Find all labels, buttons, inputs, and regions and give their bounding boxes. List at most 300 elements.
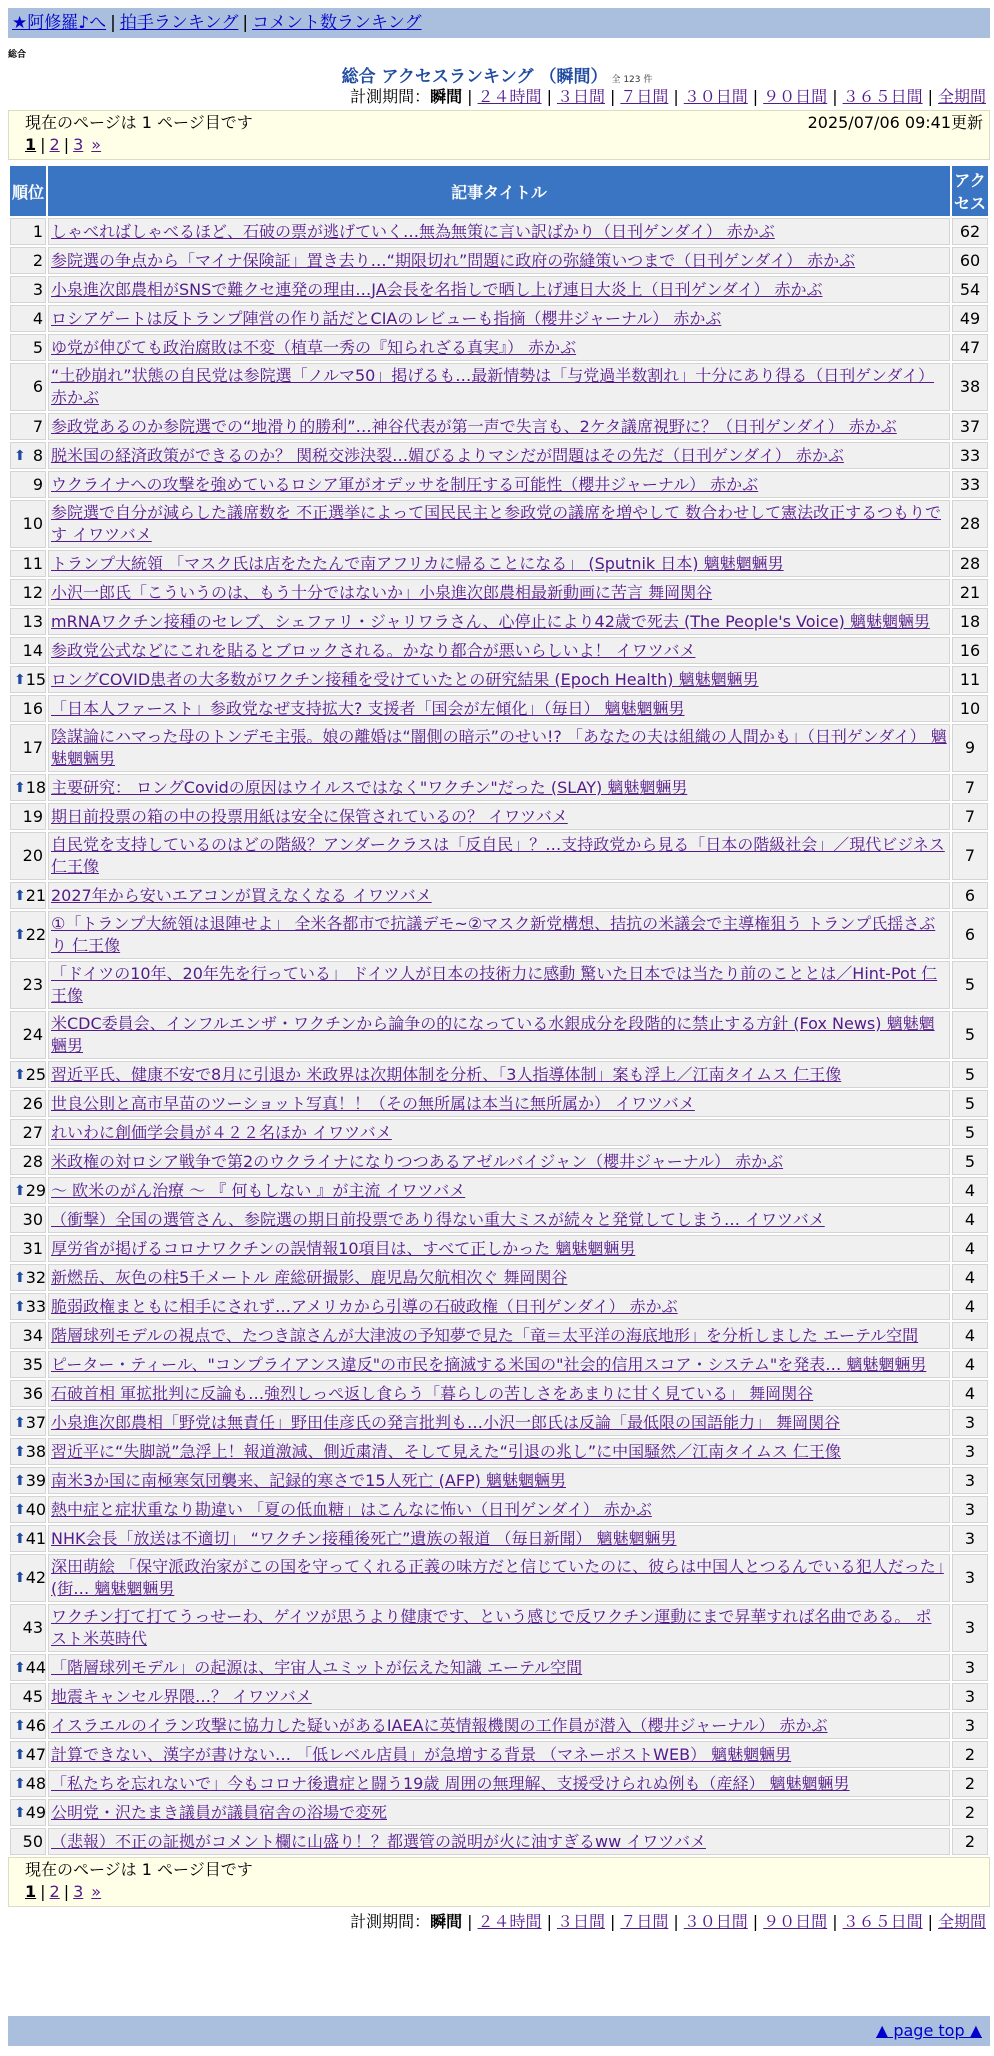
period-link[interactable]: ７日間 — [620, 87, 669, 106]
title-cell — [48, 1351, 950, 1378]
rank-cell — [10, 1119, 46, 1146]
article-link[interactable]: 米CDC委員会、インフルエンザ・ワクチンから論争の的になっている水銀成分を段階的に禁止する方針 (Fox News) 魑魅魍魎男 — [51, 1014, 935, 1055]
table-row — [10, 1061, 988, 1088]
article-link[interactable]: 公明党・沢たまき議員が議員宿舎の浴場で変死 — [51, 1802, 388, 1822]
rank-cell — [10, 579, 46, 606]
rank-number: 32 — [25, 1267, 47, 1287]
period-link[interactable]: 全期間 — [937, 87, 986, 106]
access-count: 3 — [952, 1525, 988, 1552]
rank-up-arrow-icon: ⬆ — [14, 671, 26, 688]
article-link[interactable]: トランプ大統領 「マスク氏は店をたたんで南アフリカに帰ることになる」 (Sputnik 日本) 魑魅魍魎男 — [51, 553, 784, 573]
access-count: 60 — [952, 247, 988, 274]
article-link[interactable]: ワクチン打て打てうっせーわ、ゲイツが思うより健康です、という感じで反ワクチン運動にまで昇華すれば名曲である。 ポスト米英時代 — [51, 1607, 932, 1648]
title-cell — [48, 1828, 950, 1855]
period-current: 瞬間 — [430, 1912, 463, 1931]
rank-up-arrow-icon: ⬆ — [14, 1066, 26, 1083]
pagination-bottom — [25, 1881, 973, 1903]
access-count: 7 — [952, 803, 988, 830]
rank-number: 10 — [22, 514, 43, 533]
article-link[interactable]: 小泉進次郎農相がSNSで難クセ連発の理由…JA会長を名指しで晒し上げ連日大炎上（日刊ゲンダイ） 赤かぶ — [51, 279, 823, 299]
access-count: 37 — [952, 413, 988, 440]
page-link[interactable]: 3 — [73, 135, 84, 154]
rank-cell — [10, 1438, 46, 1465]
rank-up-arrow-icon: ⬆ — [14, 1182, 26, 1199]
access-count: 5 — [952, 1148, 988, 1175]
article-link[interactable]: 脱米国の経済政策ができるのか？ 関税交渉決裂…媚びるよりマシだが問題はその先だ（日刊ゲンダイ） 赤かぶ — [51, 445, 844, 465]
rank-cell — [10, 1799, 46, 1826]
rank-cell — [10, 637, 46, 664]
rank-up-arrow-icon: ⬆ — [14, 1775, 26, 1792]
rank-number: 50 — [22, 1831, 43, 1851]
rank-cell — [10, 1351, 46, 1378]
access-count: 4 — [952, 1206, 988, 1233]
article-link[interactable]: 〜 欧米のがん治療 〜 『 何もしない 』が主流 イワツバメ — [51, 1180, 466, 1200]
title-cell — [48, 413, 950, 440]
table-row — [10, 1177, 988, 1204]
table-row — [10, 666, 988, 693]
rank-cell — [10, 1177, 46, 1204]
rank-cell — [10, 1770, 46, 1797]
rank-number: 7 — [32, 416, 43, 436]
rank-up-arrow-icon: ⬆ — [14, 779, 26, 796]
article-link[interactable]: 新燃岳、灰色の柱5千メートル 産総研撮影、鹿児島欠航相次ぐ 舞岡関谷 — [51, 1267, 568, 1287]
table-row — [10, 637, 988, 664]
article-link[interactable]: 地震キャンセル界隈…？ イワツバメ — [51, 1686, 312, 1706]
title-cell — [48, 1683, 950, 1710]
rank-number: 18 — [25, 777, 47, 797]
article-link[interactable]: ウクライナへの攻撃を強めているロシア軍がオデッサを制圧する可能性（櫻井ジャーナル） 赤かぶ — [51, 474, 759, 494]
rank-cell — [10, 911, 46, 959]
period-separator: | — [832, 1912, 838, 1931]
title-cell — [48, 1206, 950, 1233]
rank-number: 49 — [25, 1802, 47, 1822]
access-count: 21 — [952, 579, 988, 606]
article-link[interactable]: 計算できない、漢字が書けない… 「低レベル店員」が急増する背景 （マネーポストWEB） 魑魅魍魎男 — [51, 1744, 792, 1764]
period-link[interactable]: 全期間 — [937, 1912, 986, 1931]
table-row — [10, 413, 988, 440]
table-row — [10, 1741, 988, 1768]
access-count: 5 — [952, 1011, 988, 1059]
rank-cell — [10, 1525, 46, 1552]
table-row — [10, 1119, 988, 1146]
title-cell — [48, 1061, 950, 1088]
title-cell — [48, 1496, 950, 1523]
period-link[interactable]: ３０日間 — [683, 87, 748, 106]
rank-cell — [10, 1409, 46, 1436]
title-cell — [48, 724, 950, 772]
table-row — [10, 1683, 988, 1710]
access-count: 3 — [952, 1438, 988, 1465]
rank-number: 17 — [22, 738, 43, 757]
title-cell — [48, 1654, 950, 1681]
table-row — [10, 334, 988, 361]
rank-cell — [10, 803, 46, 830]
rank-cell — [10, 1235, 46, 1262]
rank-number: 13 — [22, 611, 43, 631]
article-link[interactable]: 習近平氏、健康不安で8月に引退か 米政界は次期体制を分析、「3人指導体制」案も浮上／江南タイムス 仁王像 — [51, 1064, 842, 1084]
page-top-link[interactable]: ▲ page top ▲ — [875, 2021, 982, 2040]
title-cell — [48, 1770, 950, 1797]
title-cell — [48, 1011, 950, 1059]
table-row — [10, 1799, 988, 1826]
rank-cell — [10, 1293, 46, 1320]
rank-number: 8 — [32, 445, 43, 465]
article-link[interactable]: 階層球列モデルの視点で、たつき諒さんが大津波の予知夢で見た「竜＝太平洋の海底地形」を分析しました エーテル空間 — [51, 1325, 919, 1345]
table-row — [10, 1409, 988, 1436]
article-link[interactable]: ゆ党が伸びても政治腐敗は不変（植草一秀の『知られざる真実』） 赤かぶ — [51, 337, 577, 357]
article-link[interactable]: 南米3か国に南極寒気団襲来、記録的寒さで15人死亡 (AFP) 魑魅魍魎男 — [51, 1470, 566, 1490]
table-row — [10, 1380, 988, 1407]
table-row — [10, 1235, 988, 1262]
rank-number: 41 — [25, 1528, 47, 1548]
page-next-link[interactable]: » — [91, 1882, 102, 1901]
access-count: 3 — [952, 1409, 988, 1436]
article-link[interactable]: 小泉進次郎農相「野党は無責任」野田佳彦氏の発言批判も…小沢一郎氏は反論「最低限の国語能力」 舞岡関谷 — [51, 1412, 841, 1432]
rank-cell — [10, 442, 46, 469]
article-link[interactable]: しゃべればしゃべるほど、石破の票が逃げていく…無為無策に言い訳ばかり（日刊ゲンダイ） 赤かぶ — [51, 221, 775, 241]
table-row — [10, 1264, 988, 1291]
page-link-current[interactable]: 1 — [25, 135, 37, 154]
table-row — [10, 218, 988, 245]
access-count: 54 — [952, 276, 988, 303]
article-link[interactable]: イスラエルのイラン攻撃に協力した疑いがあるIAEAに英情報機関の工作員が潜入（櫻井ジャーナル） 赤かぶ — [51, 1715, 828, 1735]
rank-cell — [10, 774, 46, 801]
rank-cell — [10, 724, 46, 772]
title-cell — [48, 1293, 950, 1320]
title-cell — [48, 911, 950, 959]
rank-column-header: 順位 — [10, 166, 46, 216]
access-count: 3 — [952, 1496, 988, 1523]
rank-number: 5 — [32, 337, 43, 357]
table-row — [10, 961, 988, 1009]
access-count: 4 — [952, 1177, 988, 1204]
title-cell — [48, 832, 950, 880]
rank-number: 27 — [22, 1122, 43, 1142]
article-link[interactable]: れいわに創価学会員が４２２名ほか イワツバメ — [51, 1122, 392, 1142]
article-link[interactable]: 2027年から安いエアコンが買えなくなる イワツバメ — [51, 885, 432, 905]
title-cell — [48, 1741, 950, 1768]
rank-cell — [10, 1654, 46, 1681]
table-row — [10, 442, 988, 469]
table-row — [10, 1554, 988, 1602]
title-cell — [48, 1148, 950, 1175]
rank-number: 43 — [22, 1618, 43, 1637]
rank-number: 30 — [22, 1209, 43, 1229]
access-count: 3 — [952, 1683, 988, 1710]
period-link[interactable]: ７日間 — [620, 1912, 669, 1931]
page-link[interactable]: 2 — [49, 1882, 60, 1901]
rank-number: 1 — [32, 221, 43, 241]
rank-number: 40 — [25, 1499, 47, 1519]
article-link[interactable]: 「ドイツの10年、20年先を行っている」 ドイツ人が日本の技術力に感動 驚いた日本では当たり前のこととは／Hint-Pot 仁王像 — [51, 964, 938, 1005]
rank-number: 25 — [25, 1064, 47, 1084]
rank-cell — [10, 1496, 46, 1523]
period-separator: | — [609, 87, 616, 106]
access-count: 2 — [952, 1799, 988, 1826]
access-count: 33 — [952, 471, 988, 498]
rank-number: 3 — [32, 279, 43, 299]
rank-cell — [10, 218, 46, 245]
ranking-title: 総合 アクセスランキング （瞬間） — [341, 67, 608, 87]
access-count: 2 — [952, 1770, 988, 1797]
access-count: 47 — [952, 334, 988, 361]
table-row — [10, 363, 988, 411]
article-link[interactable]: ロングCOVID患者の大多数がワクチン接種を受けていたとの研究結果 (Epoch Health) 魑魅魍魎男 — [51, 669, 759, 689]
title-cell — [48, 1235, 950, 1262]
article-link[interactable]: “土砂崩れ”状態の自民党は参院選「ノルマ50」掲げるも…最新情勢は「与党過半数割れ」十分にあり得る（日刊ゲンダイ） 赤かぶ — [51, 366, 935, 407]
period-separator: | — [927, 1912, 933, 1931]
page-link-current[interactable]: 1 — [25, 1882, 37, 1901]
rank-number: 12 — [22, 582, 43, 602]
article-link[interactable]: （悲報）不正の証拠がコメント欄に山盛り！？都選管の説明が火に油すぎるww イワツバメ — [51, 1831, 706, 1851]
article-link[interactable]: ピーター・ティール、"コンプライアンス違反"の市民を摘滅する米国の"社会的信用スコア・システム"を発表… 魑魅魍魎男 — [51, 1354, 927, 1374]
period-separator: | — [546, 87, 552, 106]
article-link[interactable]: 熱中症と症状重なり勘違い 「夏の低血糖」はこんなに怖い（日刊ゲンダイ） 赤かぶ — [51, 1499, 652, 1519]
access-count: 11 — [952, 666, 988, 693]
period-label: 計測期間： — [350, 1912, 431, 1931]
rank-up-arrow-icon: ⬆ — [14, 1472, 26, 1489]
period-separator: | — [609, 1912, 616, 1931]
title-cell — [48, 471, 950, 498]
table-row — [10, 724, 988, 772]
period-link[interactable]: ３６５日間 — [842, 87, 923, 106]
table-row — [10, 774, 988, 801]
period-link[interactable]: ２４時間 — [477, 87, 542, 106]
rank-cell — [10, 832, 46, 880]
access-count: 3 — [952, 1467, 988, 1494]
rank-number: 11 — [22, 553, 43, 573]
table-row — [10, 1770, 988, 1797]
article-link[interactable]: 期日前投票の箱の中の投票用紙は安全に保管されているの？ イワツバメ — [51, 806, 568, 826]
title-cell — [48, 608, 950, 635]
access-count: 3 — [952, 1604, 988, 1652]
article-link[interactable]: 米政権の対ロシア戦争で第2のウクライナになりつつあるアゼルバイジャン（櫻井ジャーナル） 赤かぶ — [51, 1151, 784, 1171]
period-link[interactable]: ３６５日間 — [842, 1912, 923, 1931]
clap-ranking-link[interactable]: 拍手ランキング — [119, 13, 239, 33]
access-column-header: アクセス — [952, 166, 988, 216]
rank-cell — [10, 666, 46, 693]
table-row — [10, 1604, 988, 1652]
period-link[interactable]: ２４時間 — [477, 1912, 542, 1931]
comment-ranking-link[interactable]: コメント数ランキング — [252, 13, 422, 33]
access-count: 4 — [952, 1322, 988, 1349]
rank-up-arrow-icon: ⬆ — [14, 1414, 26, 1431]
article-link[interactable]: 参政党あるのか参院選での“地滑り的勝利”…神谷代表が第一声で失言も、2ケタ議席視野に？（日刊ゲンダイ） 赤かぶ — [51, 416, 897, 436]
table-row — [10, 1828, 988, 1855]
access-count: 10 — [952, 695, 988, 722]
article-link[interactable]: 石破首相 軍拡批判に反論も…強烈しっぺ返し食らう「暮らしの苦しさをあまりに甘く見ている」 舞岡関谷 — [51, 1383, 814, 1403]
period-link[interactable]: ３０日間 — [683, 1912, 748, 1931]
rank-up-arrow-icon: ⬆ — [14, 1298, 26, 1315]
access-count: 7 — [952, 832, 988, 880]
rank-cell — [10, 695, 46, 722]
rank-number: 39 — [25, 1470, 47, 1490]
rank-cell — [10, 1828, 46, 1855]
access-count: 4 — [952, 1351, 988, 1378]
title-cell — [48, 218, 950, 245]
access-count: 6 — [952, 882, 988, 909]
table-row — [10, 1090, 988, 1117]
title-cell — [48, 305, 950, 332]
article-link[interactable]: 陰謀論にハマった母のトンデモ主張。娘の離婚は“闇側の暗示”のせい!? 「あなたの夫は組織の人間かも」（日刊ゲンダイ） 魑魅魍魎男 — [51, 727, 947, 768]
title-cell — [48, 276, 950, 303]
rank-cell — [10, 247, 46, 274]
rank-cell — [10, 276, 46, 303]
period-separator: | — [673, 1912, 679, 1931]
rank-up-arrow-icon: ⬆ — [14, 1269, 26, 1286]
table-row — [10, 1293, 988, 1320]
article-link[interactable]: （衝撃）全国の選管さん、参院選の期日前投票であり得ない重大ミスが続々と発覚してしまう… イワツバメ — [51, 1209, 825, 1229]
rank-cell — [10, 1148, 46, 1175]
rank-cell — [10, 334, 46, 361]
article-link[interactable]: 脆弱政権まともに相手にされず…アメリカから引導の石破政権（日刊ゲンダイ） 赤かぶ — [51, 1296, 678, 1316]
rank-number: 22 — [25, 925, 47, 944]
period-separator: | — [467, 1912, 473, 1931]
access-count: 28 — [952, 550, 988, 577]
rank-up-arrow-icon: ⬆ — [14, 887, 26, 904]
access-count: 4 — [952, 1264, 988, 1291]
rank-cell — [10, 1467, 46, 1494]
rank-cell — [10, 1554, 46, 1602]
page-next-link[interactable]: » — [91, 135, 102, 154]
table-row — [10, 832, 988, 880]
rank-number: 4 — [32, 308, 43, 328]
rank-up-arrow-icon: ⬆ — [14, 1443, 26, 1460]
rank-number: 36 — [22, 1383, 43, 1403]
rank-number: 33 — [25, 1296, 47, 1316]
title-column-header: 記事タイトル — [48, 166, 950, 216]
rank-cell — [10, 1380, 46, 1407]
period-link[interactable]: ３日間 — [556, 1912, 605, 1931]
rank-number: 26 — [22, 1093, 43, 1113]
article-link[interactable]: 自民党を支持しているのはどの階級？アンダークラスは「反自民」？…支持政党から見る「日本の階級社会」／現代ビジネス 仁王像 — [51, 835, 945, 876]
access-count: 7 — [952, 774, 988, 801]
title-cell — [48, 1409, 950, 1436]
article-link[interactable]: 主要研究： ロングCovidの原因はウイルスではなく"ワクチン"だった (SLAY) 魑魅魍魎男 — [51, 777, 688, 797]
rank-number: 46 — [25, 1715, 47, 1735]
rank-number: 19 — [22, 806, 43, 826]
period-separator: | — [927, 87, 933, 106]
ranking-table — [8, 164, 990, 1857]
rank-cell — [10, 550, 46, 577]
table-row — [10, 882, 988, 909]
current-page-text: 現在のページは 1 ページ目です — [25, 113, 253, 132]
table-row — [10, 1712, 988, 1739]
title-cell — [48, 695, 950, 722]
period-selector-bottom — [6, 1911, 986, 1933]
page-separator: | — [63, 135, 70, 154]
table-row — [10, 1525, 988, 1552]
rank-cell — [10, 1683, 46, 1710]
rank-up-arrow-icon: ⬆ — [14, 1570, 26, 1586]
title-cell — [48, 1438, 950, 1465]
period-selector — [6, 86, 986, 108]
table-row — [10, 1496, 988, 1523]
access-count: 3 — [952, 1712, 988, 1739]
article-link[interactable]: 深田萌絵 「保守派政治家がこの国を守ってくれる正義の味方だと信じていたのに、彼らは中国人とつるんでいる犯人だった」(街… 魑魅魍魎男 — [51, 1557, 944, 1598]
article-link[interactable]: 世良公則と高市早苗のツーショット写真！！（その無所属は本当に無所属か） イワツバメ — [51, 1093, 695, 1113]
table-row — [10, 695, 988, 722]
table-row — [10, 305, 988, 332]
access-count: 5 — [952, 1090, 988, 1117]
rank-number: 37 — [25, 1412, 47, 1432]
title-cell — [48, 442, 950, 469]
article-link[interactable]: 厚労省が掲げるコロナワクチンの誤情報10項目は、すべて正しかった 魑魅魍魎男 — [51, 1238, 636, 1258]
rank-number: 28 — [22, 1151, 43, 1171]
home-link[interactable]: ★阿修羅♪へ — [12, 13, 107, 33]
article-link[interactable]: 参院選の争点から「マイナ保険証」置き去り…“期限切れ”問題に政府の弥縫策いつまで（日刊ゲンダイ） 赤かぶ — [51, 250, 856, 270]
article-link[interactable]: 習近平に“失脚説”急浮上！報道激減、側近粛清、そして見えた“引退の兆し”に中国騒然／江南タイムス 仁王像 — [51, 1441, 841, 1461]
period-label: 計測期間： — [350, 87, 431, 106]
article-link[interactable]: ロシアゲートは反トランプ陣営の作り話だとCIAのレビューも指摘（櫻井ジャーナル） 赤かぶ — [51, 308, 722, 328]
pagination — [25, 134, 973, 156]
period-link[interactable]: ９０日間 — [763, 1912, 828, 1931]
updated-timestamp: 2025/07/06 09:41更新 — [807, 113, 983, 132]
access-count: 4 — [952, 1235, 988, 1262]
rank-cell — [10, 305, 46, 332]
table-row — [10, 579, 988, 606]
period-separator: | — [673, 87, 679, 106]
table-row — [10, 608, 988, 635]
rank-cell — [10, 1604, 46, 1652]
title-cell — [48, 334, 950, 361]
rank-up-arrow-icon: ⬆ — [14, 1717, 26, 1734]
title-cell — [48, 1119, 950, 1146]
table-row — [10, 247, 988, 274]
title-cell — [48, 363, 950, 411]
table-row — [10, 500, 988, 548]
rank-cell — [10, 608, 46, 635]
period-link[interactable]: ９０日間 — [763, 87, 828, 106]
current-page-text-bottom: 現在のページは 1 ページ目です — [25, 1860, 253, 1879]
article-link[interactable]: 「日本人ファースト」参政党なぜ支持拡大? 支援者「国会が左傾化」（毎日） 魑魅魍魎男 — [51, 698, 685, 718]
page-link[interactable]: 3 — [73, 1882, 84, 1901]
access-count: 62 — [952, 218, 988, 245]
item-count: 全 123 件 — [611, 75, 653, 85]
page-separator: | — [40, 1882, 46, 1901]
period-separator: | — [752, 87, 759, 106]
article-link[interactable]: 小沢一郎氏「こういうのは、もう十分ではないか」小泉進次郎農相最新動画に苦言 舞岡関谷 — [51, 582, 713, 602]
access-count: 5 — [952, 1061, 988, 1088]
period-link[interactable]: ３日間 — [556, 87, 605, 106]
article-link[interactable]: NHK会長「放送は不適切」 “ワクチン接種後死亡”遺族の報道 （毎日新聞） 魑魅魍魎男 — [51, 1528, 677, 1548]
access-count: 16 — [952, 637, 988, 664]
article-link[interactable]: mRNAワクチン接種のセレブ、シェファリ・ジャリワラさん、心停止により42歳で死去 (The People's Voice) 魑魅魍魎男 — [51, 611, 930, 631]
access-count: 9 — [952, 724, 988, 772]
table-row — [10, 550, 988, 577]
article-link[interactable]: 参政党公式などにこれを貼るとブロックされる。かなり都合が悪いらしいよ！ イワツバメ — [51, 640, 696, 660]
title-cell — [48, 1467, 950, 1494]
table-row — [10, 1467, 988, 1494]
table-row — [10, 1322, 988, 1349]
rank-number: 9 — [32, 474, 43, 494]
rank-number: 20 — [22, 846, 43, 865]
table-row — [10, 471, 988, 498]
table-row — [10, 1351, 988, 1378]
article-link[interactable]: 「階層球列モデル」の起源は、宇宙人ユミットが伝えた知識 エーテル空間 — [51, 1657, 583, 1677]
title-cell — [48, 1525, 950, 1552]
access-count: 3 — [952, 1654, 988, 1681]
rank-up-arrow-icon: ⬆ — [14, 1746, 26, 1763]
article-link[interactable]: 「私たちを忘れないで」今もコロナ後遺症と闘う19歳 周囲の無理解、支援受けられぬ例も（産経） 魑魅魍魎男 — [51, 1773, 850, 1793]
rank-number: 15 — [25, 669, 47, 689]
rank-number: 2 — [32, 250, 43, 270]
article-link[interactable]: 参院選で自分が減らした議席数を 不正選挙によって国民民主と参政党の議席を増やして 数合わせして憲法改正するつもりです イワツバメ — [51, 503, 942, 544]
rank-cell — [10, 1206, 46, 1233]
table-row — [10, 911, 988, 959]
page-link[interactable]: 2 — [49, 135, 60, 154]
article-link[interactable]: ①「トランプ大統領は退陣せよ」 全米各都市で抗議デモ~②マスク新党構想、拮抗の米議会で主導権狙う トランプ氏揺さぶり 仁王像 — [51, 914, 936, 955]
